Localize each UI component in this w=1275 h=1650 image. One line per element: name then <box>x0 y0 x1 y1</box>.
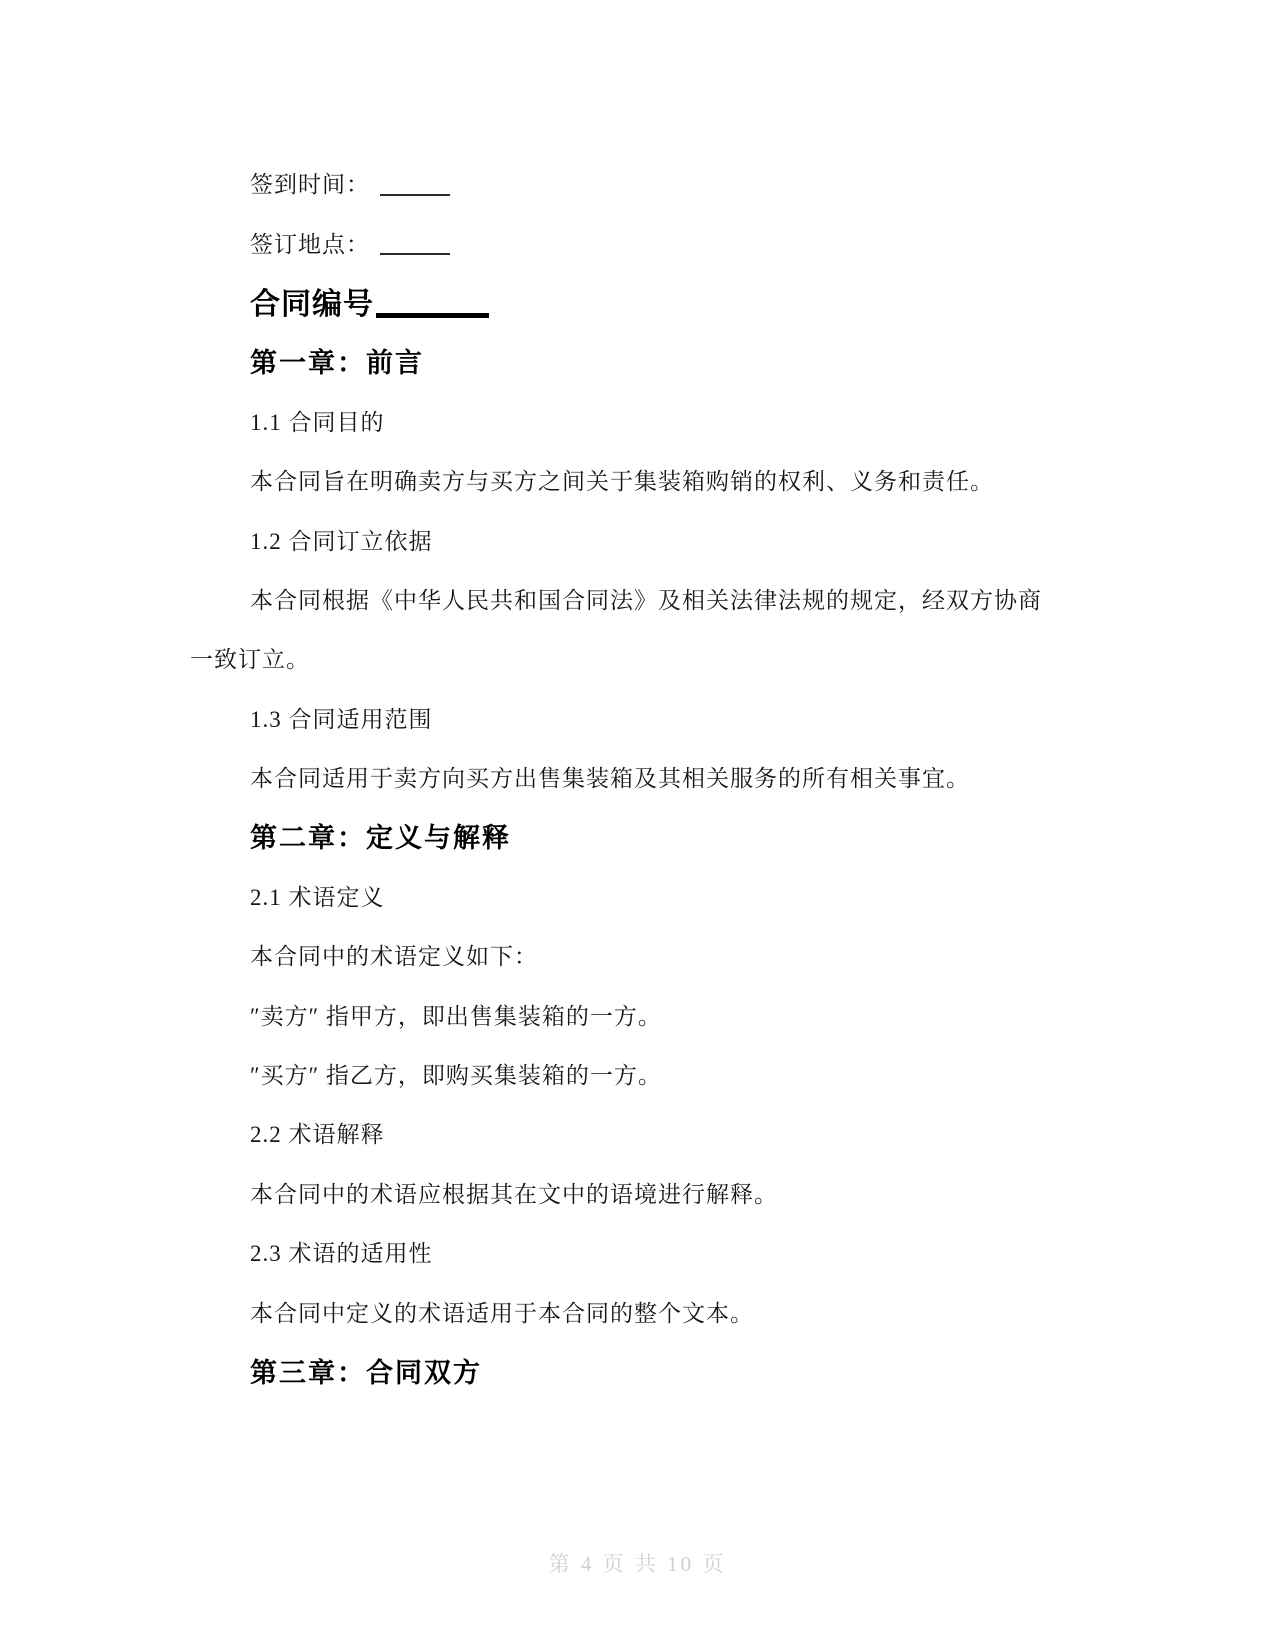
chapter-1-heading: 第一章：前言 <box>250 348 424 379</box>
page-number-indicator: 第 4 页 共 10 页 <box>548 1552 727 1576</box>
chapter-3-heading: 第三章：合同双方 <box>250 1358 482 1388</box>
clause-2-2-heading: 2.2 术语解释 <box>250 1122 385 1148</box>
sign-place-blank-underline <box>380 229 450 255</box>
clause-1-2-heading: 1.2 合同订立依据 <box>250 528 433 554</box>
clause-2-3-body: 本合同中定义的术语适用于本合同的整个文本。 <box>250 1300 754 1326</box>
contract-number-label: 合同编号 <box>250 288 374 322</box>
sign-time-blank-underline <box>380 170 450 196</box>
sign-place-label: 签订地点： <box>250 231 370 257</box>
sign-time-label: 签到时间： <box>250 172 370 198</box>
clause-1-2-body-line1: 本合同根据《中华人民共和国合同法》及相关法律法规的规定，经双方协商 <box>250 587 1042 613</box>
clause-1-1-heading: 1.1 合同目的 <box>250 409 385 435</box>
clause-1-1-body: 本合同旨在明确卖方与买方之间关于集装箱购销的权利、义务和责任。 <box>250 469 994 495</box>
field-sign-place <box>190 212 1097 271</box>
buyer-definition: ″买方″ 指乙方，即购买集装箱的一方。 <box>250 1063 662 1089</box>
contract-number-blank-underline <box>376 285 489 319</box>
seller-definition: ″卖方″ 指甲方，即出售集装箱的一方。 <box>250 1003 662 1029</box>
chapter-2-heading: 第二章：定义与解释 <box>250 823 511 854</box>
clause-2-3-heading: 2.3 术语的适用性 <box>250 1241 433 1267</box>
clause-1-3-heading: 1.3 合同适用范围 <box>250 706 433 732</box>
clause-1-2-body-line2: 一致订立。 <box>190 647 310 673</box>
field-sign-time <box>190 153 1097 212</box>
clause-2-2-body: 本合同中的术语应根据其在文中的语境进行解释。 <box>250 1181 778 1207</box>
clause-1-3-body: 本合同适用于卖方向买方出售集装箱及其相关服务的所有相关事宜。 <box>250 766 970 792</box>
field-contract-number <box>190 272 1097 331</box>
clause-2-1-heading: 2.1 术语定义 <box>250 884 385 910</box>
clause-2-1-body: 本合同中的术语定义如下： <box>250 944 538 970</box>
